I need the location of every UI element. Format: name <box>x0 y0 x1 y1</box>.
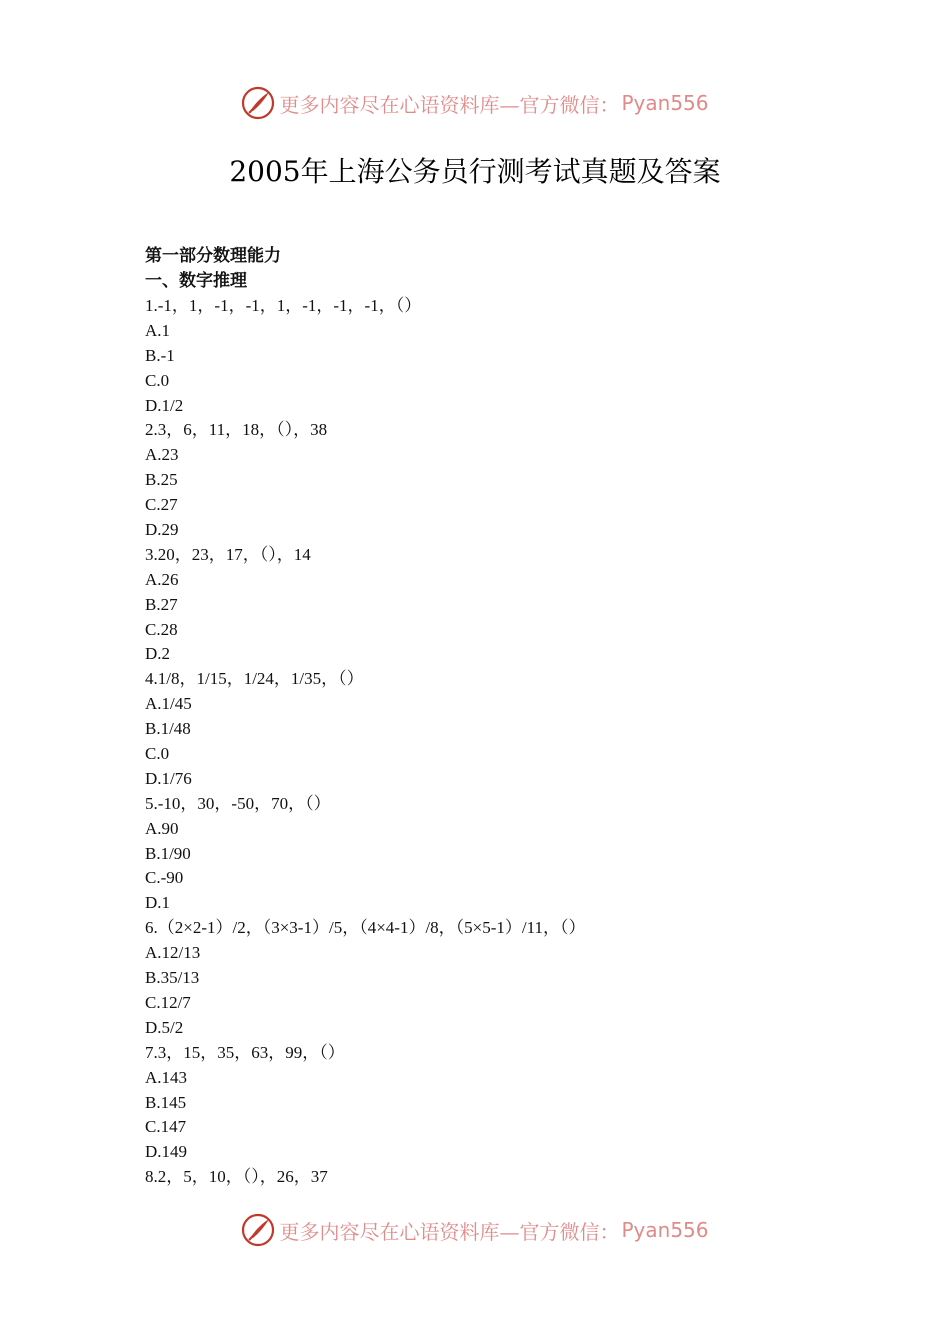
question-line: 2.3，6，11，18，（），38 <box>145 420 328 440</box>
answer-option: A.1/45 <box>145 694 192 714</box>
answer-option: D.1/76 <box>145 768 192 788</box>
watermark-header <box>0 83 950 123</box>
part-heading: 第一部分数理能力 <box>145 246 281 266</box>
document-body <box>145 244 845 1190</box>
answer-option: D.29 <box>145 520 179 540</box>
answer-option: B.25 <box>145 470 178 490</box>
watermark-wechat-id: Pyan556 <box>621 1218 709 1242</box>
answer-option: A.90 <box>145 818 179 838</box>
answer-option: C.-90 <box>145 868 184 888</box>
question-line: 5.-10，30，-50，70，（） <box>145 793 331 813</box>
document-title: 2005年上海公务员行测考试真题及答案 <box>229 155 721 188</box>
question-line: 3.20，23，17，（），14 <box>145 544 311 564</box>
answer-option: D.1/2 <box>145 395 184 415</box>
answer-option: B.145 <box>145 1092 187 1112</box>
answer-option: A.23 <box>145 445 179 465</box>
quill-logo-icon <box>241 86 275 120</box>
answer-option: C.28 <box>145 619 178 639</box>
quill-logo-icon <box>241 1213 275 1247</box>
answer-option: A.26 <box>145 569 179 589</box>
watermark-text: 更多内容尽在心语资料库—官方微信： <box>279 1219 620 1244</box>
answer-option: A.143 <box>145 1067 188 1087</box>
question-list <box>145 294 845 1190</box>
question-line: 4.1/8，1/15，1/24，1/35，（） <box>145 669 364 689</box>
watermark-wechat-id: Pyan556 <box>621 91 709 115</box>
question-line: 1.-1，1，-1，-1，1，-1，-1，-1，（） <box>145 296 422 315</box>
answer-option: B.27 <box>145 594 178 614</box>
question-line: 6.（2×2-1）/2，（3×3-1）/5，（4×4-1）/8，（5×5-1）/11，（） <box>145 918 586 938</box>
answer-option: C.0 <box>145 370 170 390</box>
answer-option: C.0 <box>145 744 170 764</box>
answer-option: C.147 <box>145 1117 187 1137</box>
answer-option: D.149 <box>145 1142 188 1162</box>
answer-option: A.12/13 <box>145 943 201 963</box>
answer-option: C.27 <box>145 495 178 515</box>
answer-option: B.35/13 <box>145 968 200 988</box>
answer-option: B.1/90 <box>145 843 191 863</box>
answer-option: D.1 <box>145 893 171 913</box>
answer-option: D.2 <box>145 644 171 664</box>
answer-option: C.12/7 <box>145 992 191 1012</box>
section-heading: 一、数字推理 <box>145 271 247 291</box>
watermark-text: 更多内容尽在心语资料库—官方微信： <box>279 92 620 117</box>
answer-option: B.-1 <box>145 345 175 365</box>
answer-option: B.1/48 <box>145 719 191 739</box>
question-line: 7.3，15，35，63，99，（） <box>145 1042 345 1062</box>
watermark-footer <box>0 1210 950 1250</box>
answer-option: A.1 <box>145 320 171 340</box>
answer-option: D.5/2 <box>145 1017 184 1037</box>
question-line: 8.2，5，10，（），26，37 <box>145 1167 328 1187</box>
